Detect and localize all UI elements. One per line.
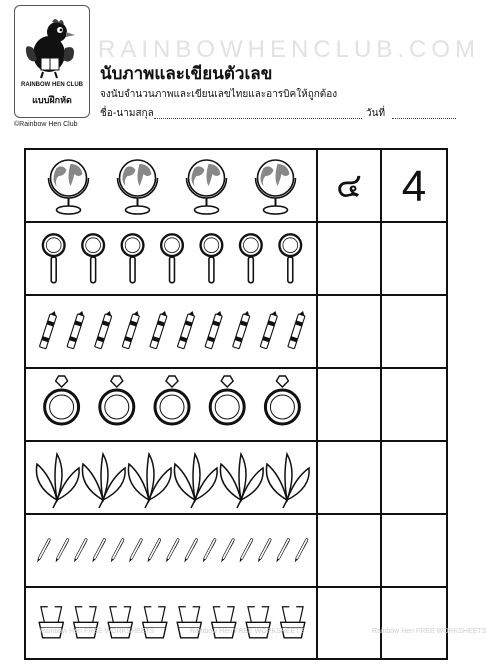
pen-icon (257, 538, 272, 563)
count-row (26, 296, 446, 369)
footer-watermark: Rainbow Hen FREE WORKSHEETS (372, 628, 486, 635)
magnifying-glass-icon (82, 234, 104, 282)
count-row (26, 223, 446, 296)
pen-icon (147, 538, 162, 563)
pen-icon (36, 538, 51, 563)
leaf-icon (128, 454, 171, 508)
pen-icon (55, 538, 70, 563)
pen-icon (91, 538, 106, 563)
count-row (26, 442, 446, 515)
count-row (26, 150, 446, 223)
diamond-ring-icon (155, 376, 189, 424)
binder-clip-group (34, 592, 318, 656)
magnifying-glass-icon (201, 234, 223, 282)
crayon-icon (205, 310, 224, 349)
pen-icon (202, 538, 217, 563)
diamond-ring-icon (100, 376, 134, 424)
magnifying-glass-icon (161, 234, 183, 282)
name-blank[interactable] (154, 118, 362, 119)
diamond-ring-icon (210, 376, 244, 424)
student-info-row (100, 106, 456, 122)
magnifying-glass-icon (279, 234, 301, 282)
worksheet-type-label: แบบฝึกหัด (32, 96, 72, 106)
footer-watermark: Rainbow Hen FREE WORKSHEETS (190, 628, 305, 635)
magnifying-glass-icon (122, 234, 144, 282)
leaf-group (34, 446, 318, 510)
pen-icon (239, 538, 254, 563)
crayon-icon (39, 310, 58, 349)
crayon-icon (233, 310, 252, 349)
hen-mascot-icon (19, 14, 85, 80)
diamond-ring-icon (45, 376, 79, 424)
logo-name: RAINBOW HEN CLUB (21, 82, 83, 88)
crayon-icon (288, 310, 307, 349)
worksheet-title: นับภาพและเขียนตัวเลข (100, 64, 273, 84)
pen-icon (110, 538, 125, 563)
counting-table (24, 148, 448, 660)
site-watermark: RAINBOWHENCLUB.COM (98, 36, 481, 63)
leaf-icon (220, 454, 263, 508)
globe-icon (49, 160, 89, 214)
leaf-icon (36, 454, 79, 508)
crayon-icon (150, 310, 169, 349)
pen-icon (220, 538, 235, 563)
pen-icon (128, 538, 143, 563)
magnifying-glass-icon (43, 234, 65, 282)
crayon-icon (122, 310, 141, 349)
globe-group (34, 154, 318, 218)
pen-icon (294, 538, 309, 563)
magnifying-glass-group (34, 227, 318, 291)
magnifying-glass-icon (240, 234, 262, 282)
crayon-icon (260, 310, 279, 349)
logo (14, 5, 90, 118)
crayon-icon (177, 310, 196, 349)
worksheet-instruction: จงนับจำนวนภาพและเขียนเลขไทยและอารบิคให้ถูกต้อง (100, 89, 338, 100)
name-label: ชื่อ-นามสกุล (100, 108, 154, 119)
pen-icon (275, 538, 290, 563)
leaf-icon (266, 454, 309, 508)
diamond-ring-icon (265, 376, 299, 424)
date-label: วันที่ (366, 108, 386, 119)
pen-icon (165, 538, 180, 563)
globe-icon (256, 160, 296, 214)
diamond-ring-group (34, 373, 318, 437)
date-blank[interactable] (392, 118, 456, 119)
footer-watermark: Rainbow Hen FREE WORKSHEETS (40, 628, 155, 635)
globe-icon (187, 160, 227, 214)
count-row (26, 369, 446, 442)
count-row (26, 588, 446, 661)
crayon-icon (67, 310, 86, 349)
pen-group (34, 519, 318, 583)
leaf-icon (82, 454, 125, 508)
pen-icon (183, 538, 198, 563)
leaf-icon (174, 454, 217, 508)
globe-icon (118, 160, 158, 214)
crayon-group (34, 300, 318, 364)
pen-icon (73, 538, 88, 563)
arabic-number-answer[interactable]: 4 (401, 162, 427, 211)
copyright: ©Rainbow Hen Club (14, 121, 78, 128)
crayon-icon (95, 310, 114, 349)
thai-number-answer[interactable]: ๔ (336, 166, 362, 206)
count-row (26, 515, 446, 588)
